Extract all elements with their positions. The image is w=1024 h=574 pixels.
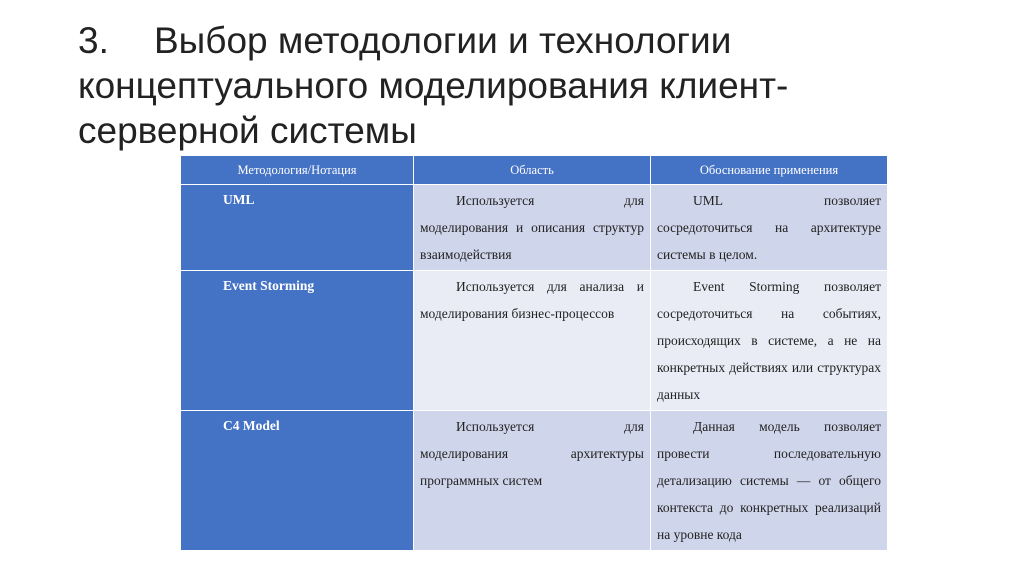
reason-cell: UML позволяет сосредоточиться на архитектуре системы в целом. xyxy=(651,185,888,271)
header-area: Область xyxy=(414,156,651,185)
reason-cell: Данная модель позволяет провести последовательную детализацию системы — от общего контекста до конкретных реализаций на уровне кода xyxy=(651,411,888,551)
header-reason: Обоснование применения xyxy=(651,156,888,185)
area-cell: Используется для моделирования и описания структур взаимодействия xyxy=(414,185,651,271)
title-line-3: серверной системы xyxy=(78,110,417,151)
methodology-table xyxy=(180,155,888,551)
table-row xyxy=(181,271,888,411)
area-cell: Используется для анализа и моделирования бизнес-процессов xyxy=(414,271,651,411)
header-method: Методология/Нотация xyxy=(181,156,414,185)
method-cell: C4 Model xyxy=(181,411,414,551)
table-row xyxy=(181,185,888,271)
title-line-2: концептуального моделирования клиент- xyxy=(78,65,789,106)
title-text-1: Выбор методологии и технологии xyxy=(154,20,732,61)
table-row xyxy=(181,411,888,551)
reason-cell: Event Storming позволяет сосредоточиться на событиях, происходящих в системе, а не на конкретных действиях или структурах данных xyxy=(651,271,888,411)
method-cell: Event Storming xyxy=(181,271,414,411)
slide-title xyxy=(78,18,978,153)
area-cell: Используется для моделирования архитектуры программных систем xyxy=(414,411,651,551)
method-cell: UML xyxy=(181,185,414,271)
title-line-1 xyxy=(78,18,978,63)
table-header-row xyxy=(181,156,888,185)
slide-number: 3. xyxy=(78,20,109,61)
